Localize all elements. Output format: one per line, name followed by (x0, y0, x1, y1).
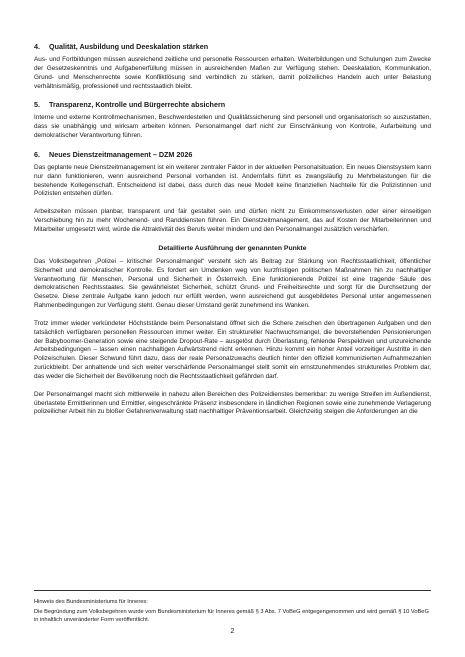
details-heading: Detaillierte Ausführung der genannten Punkte (158, 244, 307, 252)
footnote-divider (34, 590, 431, 591)
section-paragraph: Interne und externe Kontrollmechanismen, Beschwerdestellen und Qualitätssicherung sind personell und organisatorisch so auszustatten, dass sie unabhängig und wirksam arbeiten können. Personalmangel darf nicht zur Einschränkung von Kontrolle, Aufarbeitung und demokratischer Verantwortung führen. (34, 114, 431, 140)
section-title: Neues Dienstzeitmanagement – DZM 2026 (49, 149, 193, 159)
section-title: Qualität, Ausbildung und Deeskalation stärken (49, 42, 209, 51)
section-heading-4 (34, 42, 431, 51)
details-paragraph: Trotz immer wieder verkündeter Höchststände beim Personalstand öffnet sich die Schere zwischen den übertragenen Aufgaben und den tatsächlich verfügbaren personellen Ressourcen immer weiter. Ein struktureller Nachwuchsmangel, die bevorstehenden Pensionierungen der Babyboomer-Generation sowie eine steigende Dropout-Rate – ausgelöst durch Überlastung, fehlende Perspektiven und unzureichende Arbeitsbedingungen – lassen einen nachhaltigen Aufwärtstrend nicht erkennen. Hinzu kommt ein hoher Anteil vorzeitiger Austritte in den Polizeischulen. Dieser Schwund führt dazu, dass der reale Personalzuwachs deutlich hinter den offiziell kommunizierten Aufnahmezahlen zurückbleibt. Der anhaltende und sich weiter verschärfende Personalmangel stellt somit ein ernstzunehmendes strukturelles Problem dar, das weder die Sicherheit der Bevölkerung noch die Rechtsstaatlichkeit gefährden darf. (34, 319, 431, 380)
page-number: 2 (230, 628, 235, 635)
section-number: 4. (34, 42, 40, 51)
footnote-title: Hinweis des Bundesministeriums für Inneres: (34, 599, 148, 605)
section-heading-5 (34, 100, 431, 109)
section-heading-6 (34, 150, 431, 159)
section-title: Transparenz, Kontrolle und Bürgerrechte absichern (49, 100, 226, 110)
section-paragraph: Das geplante neue Dienstzeitmanagement ist ein weiterer zentraler Faktor in der aktuellen Personalsituation. Ein neues Dienstsystem kann nur dann funktionieren, wenn ausreichend Personal vorhanden ist. Andernfalls führt es zwangsläufig zu Mehrbelastungen für die bestehende Kollegenschaft. Entscheidend ist dabei, dass durch das neue Modell keine finanziellen Nachteile für die Polizistinnen und Polizisten entstehen dürfen. (34, 163, 431, 198)
section-paragraph: Arbeitszeiten müssen planbar, transparent und fair gestaltet sein und dürfen nicht zu Einkommensverlusten oder einer einseitigen Verschiebung hin zu mehr Wochenend- und Randdiensten führen. Ein Dienstzeitmanagement, das auf Kosten der Mitarbeiterinnen und Mitarbeiter umgesetzt wird, würde die Attraktivität des Berufs weiter mindern und den Personalmangel zusätzlich verschärfen. (34, 208, 431, 233)
footnote (34, 598, 431, 624)
footnote-text: Die Begründung zum Volksbegehren wurde vom Bundesministerium für Inneres gemäß § 3 Abs. 7 VoBeG entgegengenommen und wird gemäß § 10 VoBeG in inhaltlich unveränderter Form veröffentlicht. (34, 609, 429, 623)
section-number: 5. (34, 100, 40, 110)
details-paragraph: Der Personalmangel macht sich mittlerweile in nahezu allen Bereichen des Polizeidienstes bemerkbar: zu wenige Streifen im Außendienst, überlastete Ermittlerinnen und Ermittler, eingeschränkte Präsenz insbesondere in ländlichen Regionen sowie eine zunehmende Verlagerung polizeilicher Arbeit hin zu bloßer Gefahrenverwaltung statt nachhaltiger Präventionsarbeit. Gleichzeitig steigen die Anforderungen an die (34, 390, 431, 416)
details-paragraph: Das Volksbegehren „Polizei – kritischer Personalmangel“ versteht sich als Beitrag zur Stärkung von Rechtsstaatlichkeit, öffentlicher Sicherheit und demokratischer Kontrolle. Es fordert ein Umdenken weg von kurzfristigen politischen Maßnahmen hin zu nachhaltiger Verantwortung für Menschen, Personal und Sicherheit in Österreich. Eine funktionierende Polizei ist eine tragende Säule des demokratischen Rechtsstaates. Sie gewährleistet Sicherheit, schützt Grund- und Freiheitsrechte und sorgt für die Durchsetzung der Gesetze. Diese zentrale Aufgabe kann jedoch nur erfüllt werden, wenn ausreichend gut ausgebildetes Personal unter angemessenen Rahmenbedingungen zur Verfügung steht. Genau dieser Umstand gerät zunehmend ins Wanken. (34, 257, 431, 310)
section-number: 6. (34, 149, 40, 159)
section-paragraph: Aus- und Fortbildungen müssen ausreichend zeitliche und personelle Ressourcen erhalten. Weiterbildungen und Schulungen zum Zwecke der Gesetzeskenntnis und Aufgabenerfüllung müssen in ausreichenden Maßen zur Verfügung stehen. Deeskalation, Kommunikation, Grund- und Menschenrechte sowie Konfliktlösung sind verbindlich zu stärken, damit polizeiliches Handeln auch unter Belastung verhältnismäßig, professionell und rechtsstaatlich bleibt. (34, 56, 431, 90)
main-content (34, 42, 431, 417)
